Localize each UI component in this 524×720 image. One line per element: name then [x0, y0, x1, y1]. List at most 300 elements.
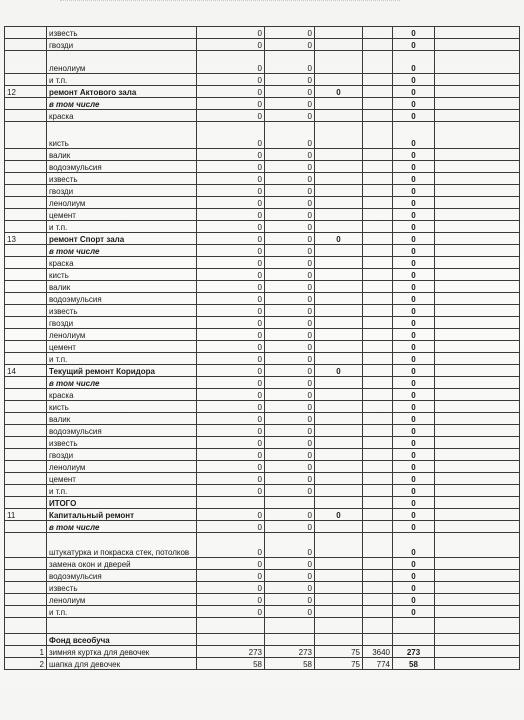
value-cell-2: 0 [265, 185, 315, 197]
value-cell-5: 0 [393, 570, 435, 582]
value-cell-2: 0 [265, 377, 315, 389]
item-name-cell: и т.п. [47, 221, 197, 233]
value-cell-5: 0 [393, 329, 435, 341]
item-name-cell: известь [47, 582, 197, 594]
value-cell-5: 0 [393, 377, 435, 389]
value-cell-3 [315, 98, 363, 110]
empty-cell [435, 646, 520, 658]
empty-cell [435, 449, 520, 461]
empty-cell [435, 413, 520, 425]
table-row [5, 293, 520, 305]
table-row [5, 658, 520, 670]
item-name-cell: валик [47, 281, 197, 293]
value-cell-5: 0 [393, 437, 435, 449]
value-cell-2: 0 [265, 122, 315, 149]
item-name-cell: ИТОГО [47, 497, 197, 509]
empty-cell [435, 74, 520, 86]
value-cell-5: 0 [393, 509, 435, 521]
value-cell-1: 0 [197, 269, 265, 281]
empty-cell [435, 618, 520, 634]
item-name-cell: известь [47, 305, 197, 317]
item-name-cell: валик [47, 149, 197, 161]
value-cell-4 [363, 485, 393, 497]
value-cell-1: 0 [197, 594, 265, 606]
table-row [5, 365, 520, 377]
empty-cell [435, 27, 520, 39]
value-cell-5: 0 [393, 110, 435, 122]
item-name-cell: известь [47, 27, 197, 39]
row-number-cell [5, 122, 47, 149]
value-cell-4 [363, 377, 393, 389]
value-cell-4 [363, 437, 393, 449]
value-cell-3 [315, 305, 363, 317]
table-row [5, 305, 520, 317]
value-cell-1: 0 [197, 353, 265, 365]
value-cell-2: 0 [265, 449, 315, 461]
value-cell-5 [393, 618, 435, 634]
item-name-cell: известь [47, 437, 197, 449]
empty-cell [435, 570, 520, 582]
value-cell-3: 75 [315, 646, 363, 658]
value-cell-5: 0 [393, 558, 435, 570]
empty-cell [435, 98, 520, 110]
value-cell-2: 0 [265, 74, 315, 86]
value-cell-5: 58 [393, 658, 435, 670]
item-name-cell: гвозди [47, 185, 197, 197]
row-number-cell [5, 634, 47, 646]
value-cell-1 [197, 634, 265, 646]
empty-cell [435, 245, 520, 257]
empty-cell [435, 221, 520, 233]
empty-cell [435, 401, 520, 413]
value-cell-2: 0 [265, 27, 315, 39]
value-cell-4 [363, 533, 393, 558]
row-number-cell [5, 221, 47, 233]
table-row [5, 473, 520, 485]
table-row [5, 245, 520, 257]
value-cell-3 [315, 618, 363, 634]
value-cell-4 [363, 341, 393, 353]
value-cell-2: 0 [265, 51, 315, 74]
value-cell-5: 0 [393, 39, 435, 51]
value-cell-5: 0 [393, 365, 435, 377]
table-row [5, 606, 520, 618]
value-cell-4 [363, 161, 393, 173]
item-name-cell: ленолиум [47, 461, 197, 473]
row-number-cell [5, 173, 47, 185]
row-number-cell [5, 437, 47, 449]
item-name-cell: ленолиум [47, 329, 197, 341]
empty-cell [435, 185, 520, 197]
row-number-cell: 11 [5, 509, 47, 521]
value-cell-2: 0 [265, 570, 315, 582]
row-number-cell [5, 413, 47, 425]
row-number-cell [5, 582, 47, 594]
value-cell-4 [363, 353, 393, 365]
value-cell-4 [363, 293, 393, 305]
value-cell-2: 0 [265, 437, 315, 449]
value-cell-5: 0 [393, 449, 435, 461]
value-cell-5: 0 [393, 533, 435, 558]
value-cell-5: 0 [393, 389, 435, 401]
value-cell-1 [197, 618, 265, 634]
table-row [5, 461, 520, 473]
table-row [5, 449, 520, 461]
value-cell-4 [363, 389, 393, 401]
empty-cell [435, 353, 520, 365]
row-number-cell: 12 [5, 86, 47, 98]
item-name-cell: шапка для девочек [47, 658, 197, 670]
value-cell-2: 0 [265, 533, 315, 558]
value-cell-1: 0 [197, 533, 265, 558]
value-cell-3 [315, 245, 363, 257]
item-name-cell [47, 618, 197, 634]
empty-cell [435, 197, 520, 209]
empty-cell [435, 582, 520, 594]
row-number-cell [5, 449, 47, 461]
value-cell-4 [363, 221, 393, 233]
value-cell-2: 0 [265, 209, 315, 221]
item-name-cell: водоэмульсия [47, 161, 197, 173]
value-cell-5: 0 [393, 425, 435, 437]
table-row [5, 634, 520, 646]
value-cell-4 [363, 51, 393, 74]
row-number-cell [5, 389, 47, 401]
row-number-cell [5, 27, 47, 39]
value-cell-3 [315, 51, 363, 74]
value-cell-3 [315, 221, 363, 233]
table-row [5, 570, 520, 582]
value-cell-3 [315, 110, 363, 122]
value-cell-1: 0 [197, 473, 265, 485]
row-number-cell [5, 558, 47, 570]
row-number-cell [5, 149, 47, 161]
row-number-cell [5, 281, 47, 293]
item-name-cell: и т.п. [47, 485, 197, 497]
table-row [5, 209, 520, 221]
row-number-cell [5, 98, 47, 110]
value-cell-5: 0 [393, 269, 435, 281]
value-cell-4 [363, 521, 393, 533]
table-row [5, 74, 520, 86]
empty-cell [435, 110, 520, 122]
table-row [5, 329, 520, 341]
item-name-cell: ремонт Актового зала [47, 86, 197, 98]
item-name-cell: в том числе [47, 377, 197, 389]
value-cell-2: 0 [265, 509, 315, 521]
value-cell-3 [315, 570, 363, 582]
row-number-cell [5, 401, 47, 413]
empty-cell [435, 533, 520, 558]
item-name-cell: замена окон и дверей [47, 558, 197, 570]
value-cell-4 [363, 98, 393, 110]
value-cell-1: 58 [197, 658, 265, 670]
empty-cell [435, 209, 520, 221]
item-name-cell: гвозди [47, 39, 197, 51]
value-cell-3 [315, 634, 363, 646]
item-name-cell: краска [47, 389, 197, 401]
empty-cell [435, 425, 520, 437]
value-cell-2: 0 [265, 161, 315, 173]
item-name-cell: валик [47, 413, 197, 425]
item-name-cell: и т.п. [47, 353, 197, 365]
value-cell-3: 0 [315, 365, 363, 377]
value-cell-3 [315, 582, 363, 594]
value-cell-4 [363, 634, 393, 646]
value-cell-2: 0 [265, 317, 315, 329]
value-cell-5: 0 [393, 413, 435, 425]
value-cell-4 [363, 245, 393, 257]
value-cell-3 [315, 209, 363, 221]
value-cell-5: 0 [393, 209, 435, 221]
value-cell-5: 0 [393, 497, 435, 509]
table-row [5, 425, 520, 437]
value-cell-2: 0 [265, 173, 315, 185]
table-row [5, 122, 520, 149]
value-cell-5: 0 [393, 281, 435, 293]
value-cell-4 [363, 269, 393, 281]
value-cell-4 [363, 618, 393, 634]
value-cell-4: 774 [363, 658, 393, 670]
item-name-cell: в том числе [47, 245, 197, 257]
value-cell-5: 0 [393, 521, 435, 533]
value-cell-3 [315, 317, 363, 329]
value-cell-3 [315, 185, 363, 197]
value-cell-1: 0 [197, 51, 265, 74]
table-row [5, 389, 520, 401]
value-cell-3 [315, 558, 363, 570]
empty-cell [435, 161, 520, 173]
budget-table [4, 26, 520, 670]
item-name-cell: гвозди [47, 317, 197, 329]
value-cell-3 [315, 413, 363, 425]
item-name-cell: ленолиум [47, 197, 197, 209]
table-row [5, 497, 520, 509]
row-number-cell: 2 [5, 658, 47, 670]
item-name-cell: водоэмульсия [47, 293, 197, 305]
value-cell-3 [315, 521, 363, 533]
row-number-cell [5, 257, 47, 269]
empty-cell [435, 377, 520, 389]
value-cell-4 [363, 173, 393, 185]
item-name-cell: зимняя куртка для девочек [47, 646, 197, 658]
table-row [5, 233, 520, 245]
row-number-cell [5, 269, 47, 281]
value-cell-5: 0 [393, 317, 435, 329]
value-cell-1: 0 [197, 389, 265, 401]
item-name-cell: ленолиум [47, 594, 197, 606]
value-cell-3 [315, 329, 363, 341]
value-cell-3: 75 [315, 658, 363, 670]
item-name-cell: водоэмульсия [47, 570, 197, 582]
value-cell-3 [315, 606, 363, 618]
empty-cell [435, 122, 520, 149]
item-name-cell: кисть [47, 269, 197, 281]
row-number-cell [5, 606, 47, 618]
value-cell-5: 0 [393, 353, 435, 365]
row-number-cell [5, 74, 47, 86]
empty-cell [435, 305, 520, 317]
value-cell-4 [363, 39, 393, 51]
value-cell-2: 273 [265, 646, 315, 658]
table-row [5, 110, 520, 122]
value-cell-5: 0 [393, 74, 435, 86]
value-cell-3: 0 [315, 233, 363, 245]
value-cell-1: 0 [197, 39, 265, 51]
value-cell-3 [315, 149, 363, 161]
empty-cell [435, 149, 520, 161]
value-cell-3 [315, 449, 363, 461]
row-number-cell [5, 317, 47, 329]
value-cell-4 [363, 185, 393, 197]
row-number-cell: 1 [5, 646, 47, 658]
row-number-cell [5, 197, 47, 209]
empty-cell [435, 594, 520, 606]
table-row [5, 257, 520, 269]
value-cell-1: 0 [197, 509, 265, 521]
value-cell-2: 0 [265, 221, 315, 233]
table-row [5, 51, 520, 74]
value-cell-4 [363, 74, 393, 86]
value-cell-2: 0 [265, 521, 315, 533]
value-cell-3 [315, 257, 363, 269]
row-number-cell [5, 461, 47, 473]
value-cell-5: 0 [393, 233, 435, 245]
table-row [5, 594, 520, 606]
value-cell-3 [315, 377, 363, 389]
value-cell-1: 0 [197, 341, 265, 353]
value-cell-5: 0 [393, 606, 435, 618]
empty-cell [435, 521, 520, 533]
item-name-cell: Текущий ремонт Коридора [47, 365, 197, 377]
value-cell-2: 0 [265, 257, 315, 269]
value-cell-3 [315, 173, 363, 185]
value-cell-1: 0 [197, 425, 265, 437]
value-cell-4 [363, 233, 393, 245]
item-name-cell: кисть [47, 122, 197, 149]
empty-cell [435, 473, 520, 485]
empty-cell [435, 317, 520, 329]
row-number-cell: 13 [5, 233, 47, 245]
value-cell-2: 0 [265, 305, 315, 317]
value-cell-1: 0 [197, 437, 265, 449]
table-row [5, 509, 520, 521]
row-number-cell [5, 425, 47, 437]
value-cell-2: 0 [265, 39, 315, 51]
row-number-cell [5, 39, 47, 51]
value-cell-5: 0 [393, 401, 435, 413]
item-name-cell: и т.п. [47, 606, 197, 618]
value-cell-2: 0 [265, 425, 315, 437]
value-cell-3 [315, 389, 363, 401]
value-cell-3 [315, 497, 363, 509]
value-cell-1: 0 [197, 521, 265, 533]
empty-cell [435, 634, 520, 646]
value-cell-3 [315, 594, 363, 606]
table-body [5, 27, 520, 670]
value-cell-5: 0 [393, 485, 435, 497]
value-cell-1: 0 [197, 257, 265, 269]
item-name-cell: ленолиум [47, 51, 197, 74]
value-cell-1: 0 [197, 110, 265, 122]
empty-cell [435, 341, 520, 353]
value-cell-4 [363, 425, 393, 437]
row-number-cell [5, 305, 47, 317]
value-cell-1: 0 [197, 293, 265, 305]
empty-cell [435, 281, 520, 293]
value-cell-4 [363, 305, 393, 317]
value-cell-2: 0 [265, 413, 315, 425]
row-number-cell [5, 377, 47, 389]
value-cell-4 [363, 594, 393, 606]
value-cell-4 [363, 27, 393, 39]
value-cell-2: 0 [265, 341, 315, 353]
item-name-cell: кисть [47, 401, 197, 413]
value-cell-3 [315, 161, 363, 173]
value-cell-1: 0 [197, 209, 265, 221]
value-cell-2: 0 [265, 329, 315, 341]
table-row [5, 558, 520, 570]
value-cell-5: 0 [393, 305, 435, 317]
table-row [5, 197, 520, 209]
empty-cell [435, 497, 520, 509]
value-cell-2: 0 [265, 594, 315, 606]
table-row [5, 353, 520, 365]
row-number-cell [5, 110, 47, 122]
value-cell-2: 0 [265, 365, 315, 377]
value-cell-4 [363, 473, 393, 485]
value-cell-4 [363, 281, 393, 293]
value-cell-1: 0 [197, 413, 265, 425]
row-number-cell [5, 353, 47, 365]
value-cell-2: 58 [265, 658, 315, 670]
table-row [5, 185, 520, 197]
item-name-cell: краска [47, 257, 197, 269]
value-cell-2: 0 [265, 269, 315, 281]
value-cell-4 [363, 110, 393, 122]
value-cell-3 [315, 461, 363, 473]
value-cell-1: 0 [197, 317, 265, 329]
value-cell-5: 0 [393, 149, 435, 161]
value-cell-5: 0 [393, 185, 435, 197]
empty-cell [435, 485, 520, 497]
value-cell-2 [265, 497, 315, 509]
value-cell-1: 0 [197, 449, 265, 461]
table-row [5, 149, 520, 161]
row-number-cell [5, 533, 47, 558]
item-name-cell: в том числе [47, 98, 197, 110]
value-cell-1: 0 [197, 245, 265, 257]
value-cell-1: 0 [197, 221, 265, 233]
table-row [5, 377, 520, 389]
empty-cell [435, 389, 520, 401]
value-cell-2: 0 [265, 149, 315, 161]
value-cell-3 [315, 197, 363, 209]
value-cell-3 [315, 39, 363, 51]
value-cell-4 [363, 558, 393, 570]
value-cell-3 [315, 27, 363, 39]
value-cell-1: 0 [197, 161, 265, 173]
value-cell-2 [265, 634, 315, 646]
value-cell-3 [315, 341, 363, 353]
value-cell-2: 0 [265, 606, 315, 618]
empty-cell [435, 257, 520, 269]
value-cell-2: 0 [265, 98, 315, 110]
table-row [5, 646, 520, 658]
value-cell-3 [315, 485, 363, 497]
value-cell-3 [315, 269, 363, 281]
value-cell-5: 0 [393, 122, 435, 149]
